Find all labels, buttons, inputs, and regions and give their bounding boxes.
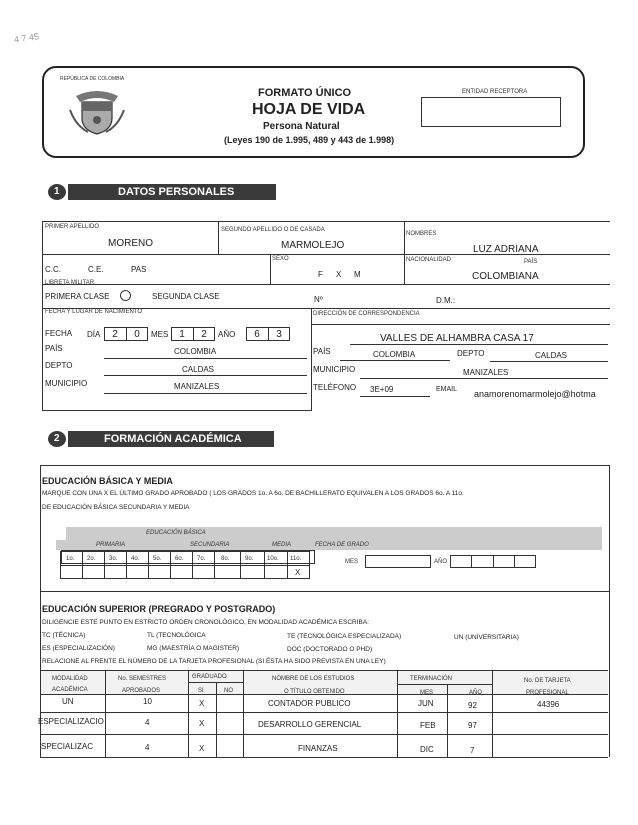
col-modalidad-2: ACADÉMICA xyxy=(52,687,88,693)
section-2-number: 2 xyxy=(54,433,60,444)
grade-year-label: AÑO xyxy=(434,559,448,565)
modality-mg: MG (MAESTRÍA O MAGISTER) xyxy=(147,645,240,652)
nationality-country-label: PAÍS xyxy=(524,259,538,265)
row1-tarjeta[interactable]: 44396 xyxy=(537,700,560,709)
addr-municipio-value[interactable]: MANIZALES xyxy=(463,368,509,377)
row2-modalidad[interactable]: ESPECIALIZACIO xyxy=(38,718,104,726)
sex-label: SEXO xyxy=(272,256,289,262)
modality-un: UN (UNIVERSITARIA) xyxy=(454,634,519,641)
grade-4: 4o. xyxy=(131,556,140,562)
birth-municipio-label: MUNICIPIO xyxy=(45,379,88,388)
email-value[interactable]: anamorenomarmolejo@hotma xyxy=(474,390,596,399)
first-class-radio[interactable] xyxy=(120,290,131,301)
day-label: DÍA xyxy=(87,330,101,339)
basic-instructions-1: MARQUE CON UNA X EL ÚLTIMO GRADO APROBADO ( LOS GRADOS 1o. A 6o. DE BACHILLERATO EQUIVALEN A LOS GRADOS 6o. A 11o. xyxy=(42,490,464,497)
basic-education-title: EDUCACIÓN BÁSICA Y MEDIA xyxy=(42,476,173,486)
year-digit-2: 3 xyxy=(276,329,282,340)
secundaria-label: SECUNDARIA xyxy=(190,542,230,548)
col-no: NO xyxy=(224,688,233,694)
address-label: DIRECCIÓN DE CORRESPONDENCIA xyxy=(313,311,420,317)
birth-depto-value[interactable]: CALDAS xyxy=(182,365,215,374)
col-semestres-1: No. SEMESTRES xyxy=(118,676,167,682)
section-2-banner xyxy=(46,429,274,449)
second-surname-value[interactable]: MARMOLEJO xyxy=(281,240,345,251)
col-modalidad-1: MODALIDAD xyxy=(52,676,88,682)
grade-8: 8o. xyxy=(221,556,230,562)
row3-semestres[interactable]: 4 xyxy=(145,743,150,752)
modality-te: TE (TECNOLÓGICA ESPECIALIZADA) xyxy=(287,633,402,640)
row1-semestres[interactable]: 10 xyxy=(143,697,152,706)
page-title: HOJA DE VIDA xyxy=(252,101,366,118)
grade-6: 6o. xyxy=(175,556,184,562)
military-district-label: D.M.: xyxy=(436,296,456,305)
second-surname-label: SEGUNDO APELLIDO O DE CASADA xyxy=(221,227,325,233)
modality-tc: TC (TÉCNICA) xyxy=(42,632,86,639)
col-mes: MES xyxy=(420,690,434,696)
month-label: MES xyxy=(151,330,169,339)
sex-f-option[interactable]: F xyxy=(318,270,323,279)
laws-reference: (Leyes 190 de 1.995, 489 y 443 de 1.998) xyxy=(224,135,395,145)
country-label: REPÚBLICA DE COLOMBIA xyxy=(60,76,125,82)
entity-label: ENTIDAD RECEPTORA xyxy=(462,89,528,95)
media-label: MEDIA xyxy=(272,542,292,548)
grade-7: 7o. xyxy=(197,556,206,562)
row3-estudios[interactable]: FINANZAS xyxy=(298,744,338,753)
birth-date-label: FECHA xyxy=(45,329,73,338)
pas-label: PAS xyxy=(131,265,147,274)
modality-doc: DOC (DOCTORADO O PHD) xyxy=(287,646,373,653)
phone-value[interactable]: 3E+09 xyxy=(370,385,394,394)
email-label: EMAIL xyxy=(436,386,458,393)
higher-education-title: EDUCACIÓN SUPERIOR (PREGRADO Y POSTGRADO) xyxy=(42,604,276,614)
col-estudios-1: NOMBRE DE LOS ESTUDIOS xyxy=(272,676,355,682)
section-1-number: 1 xyxy=(54,186,60,197)
nationality-value[interactable]: COLOMBIANA xyxy=(472,271,539,282)
section-1-banner xyxy=(46,182,276,202)
birth-label: FECHA Y LUGAR DE NACIMIENTO xyxy=(45,309,143,315)
nationality-label: NACIONALIDAD xyxy=(406,257,452,263)
grade-month-box[interactable] xyxy=(365,555,431,568)
row3-ano[interactable]: 7 xyxy=(470,746,475,755)
modality-tl: TL (TECNOLÓGICA xyxy=(147,632,206,639)
row3-si[interactable]: X xyxy=(199,744,205,753)
primaria-label: PRIMARIA xyxy=(96,542,126,548)
addr-country-value[interactable]: COLOMBIA xyxy=(373,350,416,359)
day-digit-2: 0 xyxy=(134,329,140,340)
birth-municipio-value[interactable]: MANIZALES xyxy=(174,382,220,391)
col-ano: AÑO xyxy=(469,690,483,696)
section-2-title: FORMACIÓN ACADÉMICA xyxy=(104,433,242,445)
grade-3: 3o. xyxy=(109,556,118,562)
row2-semestres[interactable]: 4 xyxy=(145,718,150,727)
col-estudios-2: O TÍTULO OBTENIDO xyxy=(284,689,345,695)
military-number-label: Nº xyxy=(314,295,323,304)
col-si: SI xyxy=(198,688,204,694)
page-subtitle: Persona Natural xyxy=(263,121,340,132)
grade-5: 5o. xyxy=(153,556,162,562)
row2-ano[interactable]: 97 xyxy=(468,721,477,730)
col-semestres-2: APROBADOS xyxy=(122,688,161,694)
coat-of-arms-logo xyxy=(68,86,126,138)
row1-ano[interactable]: 92 xyxy=(468,701,477,710)
row2-mes[interactable]: FEB xyxy=(420,721,436,730)
year-label: AÑO xyxy=(218,330,236,339)
modality-es: ES (ESPECIALIZACIÓN) xyxy=(42,645,115,652)
col-tarjeta-1: No. DE TARJETA xyxy=(524,678,571,684)
addr-depto-label: DEPTO xyxy=(457,349,485,358)
row1-si[interactable]: X xyxy=(199,699,205,708)
higher-instructions: DILIGENCIE ESTE PUNTO EN ESTRICTO ORDEN CRONOLÓGICO, EN MODALIDAD ACADÉMICA ESCRIBA: xyxy=(42,619,369,626)
col-terminacion: TERMINACIÓN xyxy=(410,676,452,682)
grade-2: 2o. xyxy=(87,556,96,562)
first-surname-label: PRIMER APELLIDO xyxy=(45,224,100,230)
day-digit-1: 2 xyxy=(112,329,118,340)
edu-basica-label: EDUCACIÓN BÁSICA xyxy=(146,530,206,536)
year-digit-1: 6 xyxy=(254,329,260,340)
grade-month-label: MES xyxy=(345,559,359,565)
section-1-title: DATOS PERSONALES xyxy=(118,186,235,198)
second-class-label: SEGUNDA CLASE xyxy=(152,292,220,301)
military-label: LIBRETA MILITAR xyxy=(45,280,95,286)
first-class-label: PRIMERA CLASE xyxy=(45,292,110,301)
cc-label: C.C. xyxy=(45,265,61,274)
col-graduado: GRADUADO xyxy=(192,674,227,680)
birth-depto-label: DEPTO xyxy=(45,361,73,370)
grade-11: 11o. xyxy=(290,556,302,562)
row1-modalidad[interactable]: UN xyxy=(62,697,74,706)
birth-country-value[interactable]: COLOMBIA xyxy=(174,347,217,356)
names-value[interactable]: LUZ ADRIANA xyxy=(473,244,539,255)
col-tarjeta-2: PROFESIONAL xyxy=(526,690,569,696)
addr-municipio-label: MUNICIPIO xyxy=(313,365,356,374)
phone-label: TELÉFONO xyxy=(313,383,357,392)
grade-9: 9o. xyxy=(245,556,254,562)
handwritten-scribble: 4 7 45 xyxy=(13,31,40,45)
month-digit-1: 1 xyxy=(179,329,185,340)
birth-country-label: PAÍS xyxy=(45,344,63,353)
month-digit-2: 2 xyxy=(201,329,207,340)
grade-date-label: FECHA DE GRADO xyxy=(315,542,369,548)
row3-modalidad[interactable]: SPECIALIZAC xyxy=(41,743,94,751)
sex-m-option[interactable]: M xyxy=(354,270,361,279)
grade-1: 1o. xyxy=(66,556,75,562)
sex-x-mark: X xyxy=(336,270,342,279)
first-surname-value[interactable]: MORENO xyxy=(108,238,153,249)
row1-estudios[interactable]: CONTADOR PUBLICO xyxy=(268,699,351,708)
row2-si[interactable]: X xyxy=(199,719,205,728)
license-instructions: RELACIONE AL FRENTE EL NÚMERO DE LA TARJETA PROFESIONAL (SI ÉSTA HA SIDO PREVISTA EN UNA LEY) xyxy=(42,658,386,665)
ce-label: C.E. xyxy=(88,265,104,274)
basic-instructions-2: DE EDUCACIÓN BÁSICA SECUNDARIA Y MEDIA xyxy=(42,504,190,511)
address-value[interactable]: VALLES DE ALHAMBRA CASA 17 xyxy=(380,333,534,344)
names-label: NOMBRES xyxy=(406,231,437,237)
row3-mes[interactable]: DIC xyxy=(420,745,434,754)
grade-10: 10o. xyxy=(267,556,279,562)
format-label: FORMATO ÚNICO xyxy=(258,87,352,99)
row2-estudios[interactable]: DESARROLLO GERENCIAL xyxy=(258,720,362,729)
entity-input[interactable] xyxy=(421,97,561,127)
addr-depto-value[interactable]: CALDAS xyxy=(535,351,568,360)
row1-mes[interactable]: JUN xyxy=(418,699,434,708)
grade-11-mark[interactable]: X xyxy=(295,568,301,577)
addr-country-label: PAÍS xyxy=(313,347,331,356)
